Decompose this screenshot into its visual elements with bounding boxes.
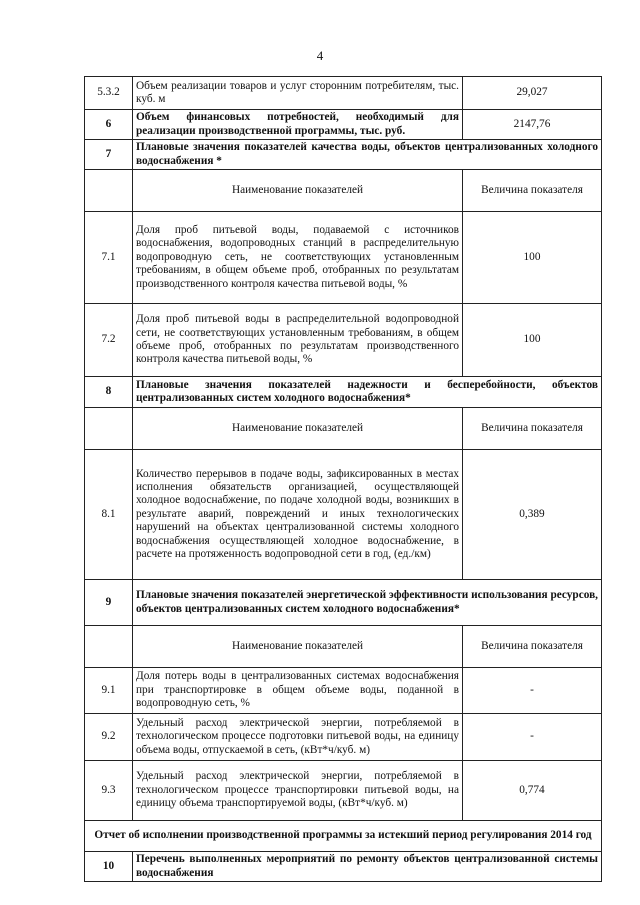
section-title: Плановые значения показателей качества воды, объектов централизованных холодного водоснабжения * <box>133 140 602 170</box>
empty-cell <box>85 626 133 668</box>
row-text: Удельный расход электрической энергии, потребляемой в технологическом процессе подготовки питьевой воды, на единицу объема воды, отпускаемой в сеть, (кВт*ч/куб. м) <box>133 714 463 761</box>
column-header-name: Наименование показателей <box>133 408 463 450</box>
row-number: 9 <box>85 580 133 626</box>
row-text: Количество перерывов в подаче воды, зафиксированных в местах исполнения обязательств организацией, осуществляющей холодное водоснабжение, по подаче холодной воды, возникших в результате аварий, повреждений и иных технологических нарушений на объектах централизованной системы холодного водоснабжения осуществляющей холодное водоснабжение, в расчете на протяженность водопроводной сети в год, (ед./км) <box>133 450 463 580</box>
row-number: 9.3 <box>85 761 133 821</box>
table-row <box>85 110 602 140</box>
column-header-name: Наименование показателей <box>133 170 463 212</box>
row-number: 8.1 <box>85 450 133 580</box>
report-header-row <box>85 821 602 852</box>
row-text: Объем финансовых потребностей, необходимый для реализации производственной программы, тыс. руб. <box>133 110 463 140</box>
column-header-row <box>85 408 602 450</box>
empty-cell <box>85 408 133 450</box>
section-header-row <box>85 580 602 626</box>
row-number: 9.2 <box>85 714 133 761</box>
page-number: 4 <box>316 48 324 63</box>
row-number: 7.1 <box>85 212 133 304</box>
table-row <box>85 212 602 304</box>
column-header-value: Величина показателя <box>463 170 602 212</box>
section-title: Перечень выполненных мероприятий по ремонту объектов централизованной системы водоснабжения <box>133 852 602 882</box>
row-value: 100 <box>463 304 602 377</box>
row-number: 7.2 <box>85 304 133 377</box>
column-header-value: Величина показателя <box>463 626 602 668</box>
row-number: 7 <box>85 140 133 170</box>
row-number: 8 <box>85 377 133 408</box>
column-header-value: Величина показателя <box>463 408 602 450</box>
section-title: Плановые значения показателей надежности и бесперебойности, объектов централизованных систем холодного водоснабжения* <box>133 377 602 408</box>
table-row <box>85 668 602 714</box>
row-value: 100 <box>463 212 602 304</box>
row-value: 0,389 <box>463 450 602 580</box>
program-table <box>84 76 602 882</box>
row-number: 10 <box>85 852 133 882</box>
table-row <box>85 450 602 580</box>
row-number: 6 <box>85 110 133 140</box>
empty-cell <box>85 170 133 212</box>
row-value: - <box>463 668 602 714</box>
row-text: Доля проб питьевой воды, подаваемой с источников водоснабжения, водопроводных станций в распределительную водопроводную сеть, не соответствующих установленным требованиям, в общем объеме проб, отобранных по результатам производственного контроля качества питьевой воды, % <box>133 212 463 304</box>
section-header-row <box>85 852 602 882</box>
row-value: 2147,76 <box>463 110 602 140</box>
table-row <box>85 304 602 377</box>
column-header-row <box>85 626 602 668</box>
row-number: 5.3.2 <box>85 77 133 110</box>
row-number: 9.1 <box>85 668 133 714</box>
table-row <box>85 714 602 761</box>
row-text: Объем реализации товаров и услуг сторонним потребителям, тыс. куб. м <box>133 77 463 110</box>
row-value: - <box>463 714 602 761</box>
row-value: 0,774 <box>463 761 602 821</box>
column-header-row <box>85 170 602 212</box>
table-row <box>85 77 602 110</box>
report-title: Отчет об исполнении производственной программы за истекший период регулирования 2014 год <box>85 821 602 852</box>
column-header-name: Наименование показателей <box>133 626 463 668</box>
row-text: Доля потерь воды в централизованных системах водоснабжения при транспортировке в общем объеме воды, поданной в водопроводную сеть, % <box>133 668 463 714</box>
section-header-row <box>85 140 602 170</box>
table-row <box>85 761 602 821</box>
row-text: Удельный расход электрической энергии, потребляемой в технологическом процессе транспортировки питьевой воды, на единицу объема транспортируемой воды, (кВт*ч/куб. м) <box>133 761 463 821</box>
section-title: Плановые значения показателей энергетической эффективности использования ресурсов, объектов централизованных систем холодного водоснабжения* <box>133 580 602 626</box>
row-value: 29,027 <box>463 77 602 110</box>
section-header-row <box>85 377 602 408</box>
row-text: Доля проб питьевой воды в распределительной водопроводной сети, не соответствующих установленным требованиям, в общем объеме проб, отобранных по результатам производственного контроля качества питьевой воды, % <box>133 304 463 377</box>
